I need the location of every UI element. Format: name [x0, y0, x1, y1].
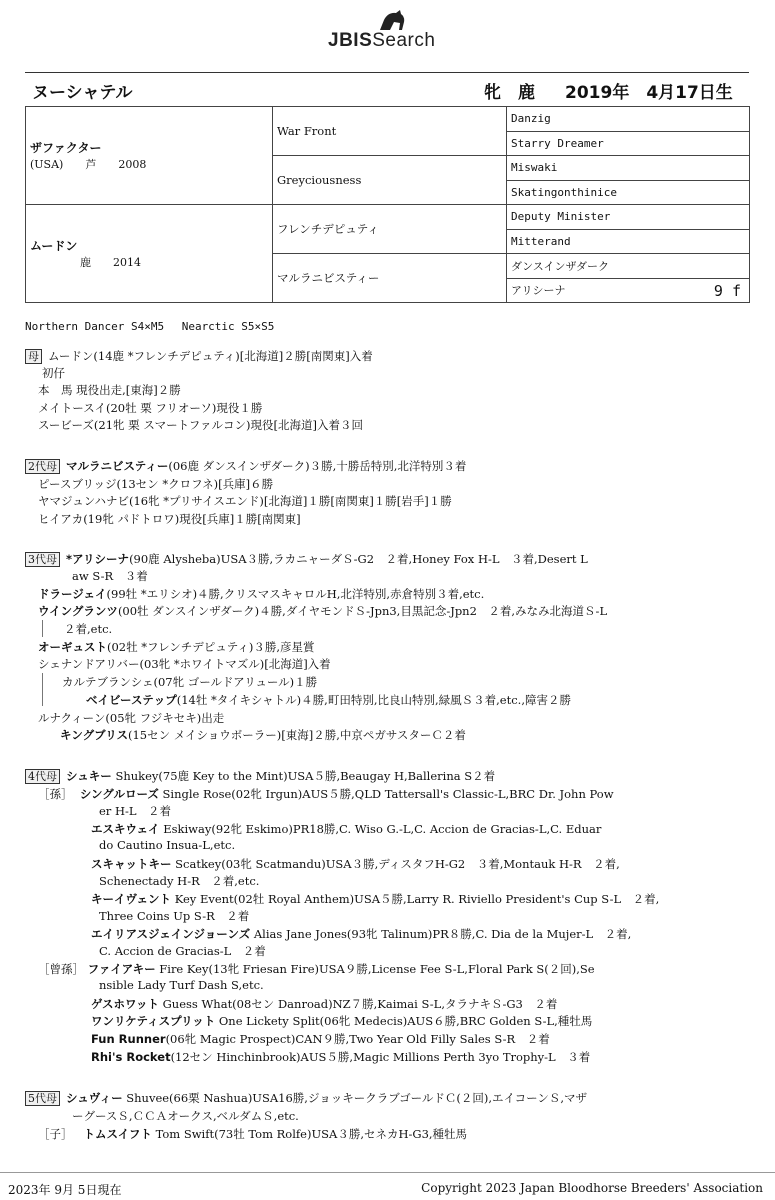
dam-line: スービーズ(21牝 栗 スマートファルコン)現役[北海道]入着３回	[38, 418, 363, 432]
g3-line: ベイビーステップ(14牡 *タイキシャトル)４勝,町田特別,比良山特別,緑風Ｓ３着,etc.,障害２勝	[86, 693, 571, 707]
g4-line: nsible Lady Turf Dash S,etc.	[99, 978, 264, 992]
dam-line: 初仔	[42, 366, 65, 380]
pedigree-table	[25, 106, 750, 303]
dam-line: メイトースイ(20牡 栗 フリオーソ)現役１勝	[38, 401, 263, 415]
dam-line: 母 ムードン(14鹿 *フレンチデピュティ)[北海道]２勝[南関東]入着	[25, 348, 373, 364]
g4-line: スキャットキー Scatkey(03牝 Scatmandu)USA３勝,ディスタフH-G2 ３着,Montauk H-R ２着,	[91, 857, 620, 871]
g4-line: エスキウェイ Eskiway(92牝 Eskimo)PR18勝,C. Wiso G.-L,C. Accion de Gracias-L,C. Eduar	[91, 822, 602, 836]
g4-cell[interactable]: ダンスインザダーク	[507, 254, 750, 279]
family-number: 9 f	[713, 281, 741, 300]
g3-line: カルテブランシェ(07牝 ゴールドアリュール)１勝	[62, 675, 318, 689]
g3-line: ２着,etc.	[64, 622, 113, 636]
sire-cell[interactable]	[26, 107, 273, 205]
section-tag: 母	[25, 349, 42, 364]
dam-cell[interactable]	[26, 205, 273, 303]
g4-line: er H-L ２着	[99, 804, 172, 818]
sire-name: ザファクター	[30, 141, 102, 155]
g4-line: ワンリケティスプリット One Lickety Split(06牝 Medecis)AUS６勝,BRC Golden S-L,種牡馬	[91, 1014, 593, 1028]
dam-dam-cell[interactable]: マルラニビスティー	[273, 254, 507, 303]
g4-cell-last[interactable]: アリシーナ 9 f	[507, 278, 750, 303]
footer-date: 2023年 9月 5日現在	[8, 1183, 122, 1197]
g3-line: ルナクィーン(05牝 フジキセキ)出走	[38, 711, 225, 725]
g4-line: キーイヴェント Key Event(02牡 Royal Anthem)USA５勝,Larry R. Riviello President's Cup S-L ２着,	[91, 892, 660, 906]
g5-line: 5代母 シュヴィー Shuvee(66栗 Nashua)USA16勝,ジョッキークラブゴールドＣ(２回),エイコーンＳ,マザ	[25, 1090, 587, 1106]
g3-line: 3代母 *アリシーナ(90鹿 Alysheba)USA３勝,ラカニャーダＳ-G2 ２着,Honey Fox H-L ３着,Desert L	[25, 551, 588, 567]
horse-sex-color: 牝 鹿	[484, 83, 535, 103]
sire-info: (USA) 芦 2008	[30, 158, 147, 171]
g4-line: ［孫］ シングルローズ Single Rose(02牝 Irgun)AUS５勝,QLD Tattersall's Classic-L,BRC Dr. John Pow	[38, 787, 614, 801]
inbreeding-cross: Northern Dancer S4×M5 Nearctic S5×S5	[25, 320, 275, 333]
dam-line: 本 馬 現役出走,[東海]２勝	[38, 383, 181, 397]
g2-line: 2代母 マルラニビスティー(06鹿 ダンスインザダーク)３勝,十勝岳特別,北洋特別３着	[25, 458, 466, 474]
sire-dam-cell[interactable]: Greyciousness	[273, 156, 507, 205]
g3-line: オーギュスト(02牡 *フレンチデピュティ)３勝,彦星賞	[38, 640, 315, 654]
horse-name: ヌーシャテル	[32, 83, 133, 103]
footer-rule	[0, 1172, 775, 1173]
sire-sire-cell[interactable]: War Front	[273, 107, 507, 156]
g4-cell[interactable]: Skatingonthinice	[507, 180, 750, 205]
g2-line: ヒイアカ(19牝 パドトロワ)現役[兵庫]１勝[南関東]	[38, 512, 301, 526]
g4-cell[interactable]: Starry Dreamer	[507, 131, 750, 156]
horse-title-row	[32, 78, 747, 103]
horse-birth-date: 2019年 4月17日生	[565, 83, 733, 103]
logo-text: JBISSearch	[328, 30, 436, 51]
g3-line: シェナンドアリバー(03牝 *ホワイトマズル)[北海道]入着	[38, 657, 331, 671]
g4-line: Three Coins Up S-R ２着	[99, 909, 250, 923]
dam-name: ムードン	[30, 239, 78, 253]
title-top-rule	[25, 72, 749, 73]
g4-line: 4代母 シュキー Shukey(75鹿 Key to the Mint)USA５勝,Beaugay H,Ballerina S２着	[25, 768, 495, 784]
g4-cell[interactable]: Danzig	[507, 107, 750, 132]
jbis-logo[interactable]	[328, 8, 458, 54]
section-tag: 2代母	[25, 459, 60, 474]
section-tag: 4代母	[25, 769, 60, 784]
g4-cell[interactable]: Mitterand	[507, 229, 750, 254]
g3-line: ウイングランツ(00牡 ダンスインザダーク)４勝,ダイヤモンドＳ-Jpn3,目黒記念-Jpn2 ２着,みなみ北海道Ｓ-L	[38, 604, 608, 618]
g5-line: ーグースＳ,ＣＣＡオークス,ベルダムＳ,etc.	[72, 1109, 299, 1123]
g4-line: C. Accion de Gracias-L ２着	[99, 944, 266, 958]
g3-line: キングブリス(15セン メイショウボーラー)[東海]２勝,中京ペガサスターＣ２着	[60, 728, 466, 742]
dam-sire-cell[interactable]: フレンチデピュティ	[273, 205, 507, 254]
dam-info: 鹿 2014	[80, 256, 141, 269]
g3-line: ドラージェイ(99牡 *エリシオ)４勝,クリスマスキャロルH,北洋特別,赤倉特別３着,etc.	[38, 587, 485, 601]
g4-line: エイリアスジェインジョーンズ Alias Jane Jones(93牝 Talinum)PR８勝,C. Dia de la Mujer-L ２着,	[91, 927, 632, 941]
g4-cell[interactable]: Deputy Minister	[507, 205, 750, 230]
g4-line: do Cautino Insua-L,etc.	[99, 838, 236, 852]
g4-line: ［曾孫］ ファイアキー Fire Key(13牝 Friesan Fire)USA９勝,License Fee S-L,Floral Park S(２回),Se	[38, 962, 595, 976]
section-tag: 3代母	[25, 552, 60, 567]
g5-line: ［子］ トムスイフト Tom Swift(73牡 Tom Rolfe)USA３勝,セネカH-G3,種牡馬	[38, 1127, 468, 1141]
section-tag: 5代母	[25, 1091, 60, 1106]
footer-copyright: Copyright 2023 Japan Bloodhorse Breeders' Association	[421, 1181, 763, 1195]
g3-line: aw S-R ３着	[72, 569, 148, 583]
g4-line: Fun Runner(06牝 Magic Prospect)CAN９勝,Two Year Old Filly Sales S-R ２着	[91, 1032, 550, 1046]
horse-logo-icon	[374, 8, 412, 32]
tree-connector	[42, 620, 43, 637]
g4-line: ゲスホワット Guess What(08セン Danroad)NZ７勝,Kaimai S-L,タラナキＳ-G3 ２着	[91, 997, 558, 1011]
tree-connector	[42, 673, 43, 706]
g4-cell[interactable]: Miswaki	[507, 156, 750, 181]
g2-line: ピースブリッジ(13セン *クロフネ)[兵庫]６勝	[38, 477, 274, 491]
g4-line: Rhi's Rocket(12セン Hinchinbrook)AUS５勝,Magic Millions Perth 3yo Trophy-L ３着	[91, 1050, 591, 1064]
g2-line: ヤマジュンハナビ(16牝 *プリサイスエンド)[北海道]１勝[南関東]１勝[岩手]１勝	[38, 494, 452, 508]
g4-line: Schenectady H-R ２着,etc.	[99, 874, 260, 888]
